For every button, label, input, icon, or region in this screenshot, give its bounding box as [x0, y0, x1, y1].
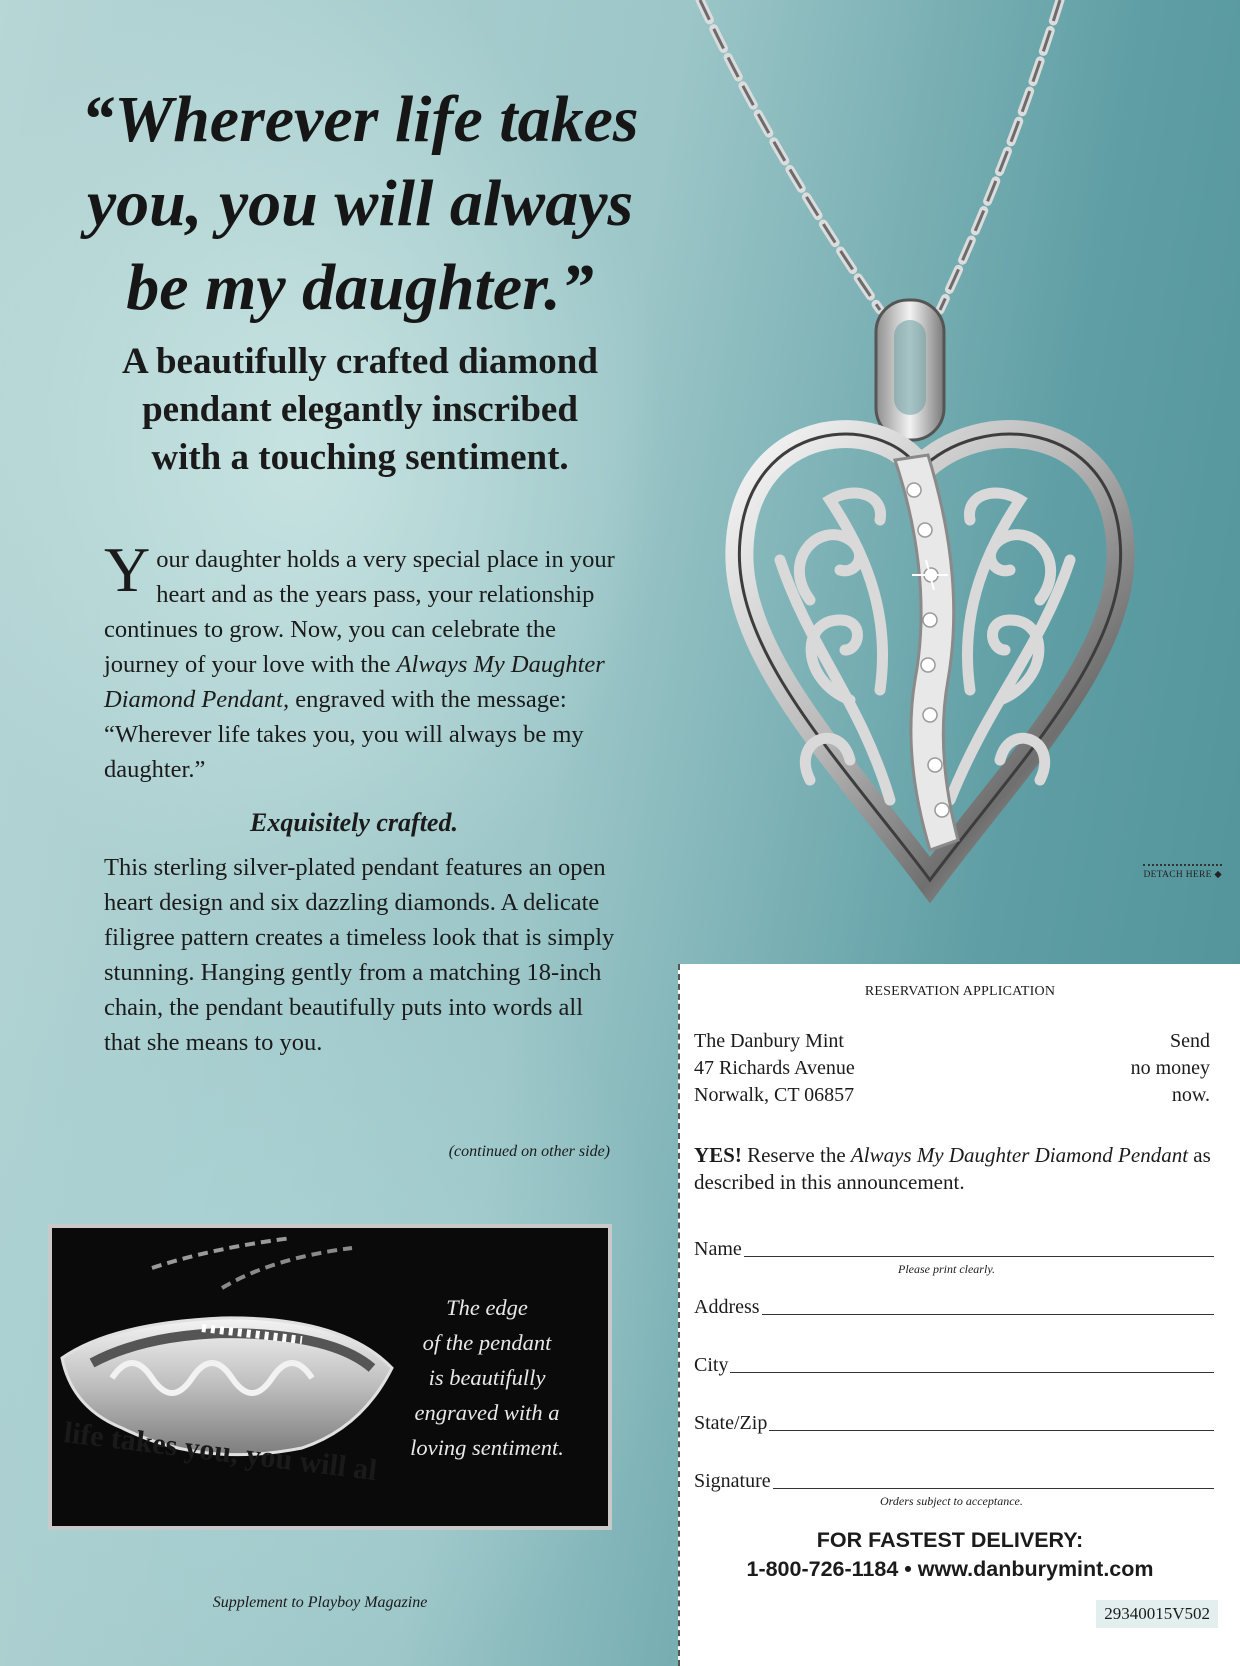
caption-line: is beautifully — [428, 1365, 546, 1390]
caption-line: loving sentiment. — [410, 1435, 564, 1460]
detach-here-label: DETACH HERE ◆ — [1143, 864, 1222, 880]
send-no-money-note — [1131, 1028, 1210, 1109]
body-paragraph-1 — [104, 534, 624, 787]
inset-photo — [48, 1224, 612, 1530]
state-zip-field[interactable] — [694, 1406, 1214, 1434]
product-name: Always My Daughter Diamond Pendant — [850, 1143, 1189, 1167]
drop-cap: Y — [104, 534, 151, 605]
acceptance-hint: Orders subject to acceptance. — [880, 1494, 1023, 1508]
section-heading: Exquisitely crafted. — [250, 808, 458, 837]
contact-info: 1-800-726-1184 • www.danburymint.com — [746, 1557, 1154, 1581]
name-label: Name — [694, 1238, 742, 1260]
headline-line: you, you will always — [86, 167, 634, 240]
inset-caption — [382, 1290, 592, 1465]
statement-text: Reserve the — [741, 1143, 851, 1167]
address-line: 47 Richards Avenue — [694, 1057, 855, 1079]
address-line: The Danbury Mint — [694, 1030, 844, 1052]
caption-line: engraved with a — [414, 1400, 560, 1425]
caption-line: The edge — [446, 1295, 528, 1320]
fastest-delivery — [680, 1526, 1220, 1584]
detach-text: DETACH HERE — [1143, 870, 1212, 880]
coupon-title: RESERVATION APPLICATION — [864, 984, 1056, 999]
subhead-line: A beautifully crafted diamond — [122, 341, 598, 382]
headline-quote — [40, 78, 680, 330]
continued-note: (continued on other side) — [448, 1143, 610, 1160]
print-hint: Please print clearly. — [898, 1262, 995, 1276]
order-code: 29340015V502 — [1096, 1600, 1218, 1628]
fastest-heading: FOR FASTEST DELIVERY: — [816, 1528, 1084, 1552]
caption-line: of the pendant — [422, 1330, 552, 1355]
body-paragraph-2: This sterling silver-plated pendant features an open heart design and six dazzling diamonds. A delicate filigree pattern creates a timeless look that is simply stunning. Hanging gently from a matching 18-inch chain, the pendant beautifully puts into words all that she means to you. — [104, 854, 615, 1056]
address-label: Address — [694, 1296, 760, 1318]
signature-label: Signature — [694, 1470, 771, 1492]
reservation-coupon — [678, 964, 1240, 1666]
name-line[interactable] — [744, 1255, 1214, 1257]
product-name: Always My Daughter Diamond Pendant, — [104, 651, 605, 713]
note-line: no money — [1130, 1057, 1210, 1079]
engraving-text: life takes you, you will al — [61, 1416, 379, 1488]
signature-line[interactable] — [773, 1487, 1214, 1489]
state-zip-line[interactable] — [769, 1429, 1214, 1431]
headline-line: be my daughter.” — [126, 251, 594, 324]
note-line: Send — [1170, 1030, 1210, 1052]
body-text: our daughter holds a very special place in your heart and as the years pass, your relationship continues to grow. Now, you can celebrate the journey of your love with the — [104, 546, 615, 678]
city-line[interactable] — [730, 1371, 1214, 1373]
city-field[interactable] — [694, 1348, 1214, 1376]
yes-word: YES! — [694, 1143, 742, 1167]
state-zip-label: State/Zip — [694, 1412, 768, 1434]
subhead-line: pendant elegantly inscribed — [142, 389, 578, 430]
headline-line: “Wherever life takes — [81, 83, 639, 156]
note-line: now. — [1171, 1084, 1210, 1106]
address-line: Norwalk, CT 06857 — [694, 1084, 855, 1106]
address-field[interactable] — [694, 1290, 1214, 1318]
address-line-input[interactable] — [762, 1313, 1214, 1315]
name-field[interactable] — [694, 1232, 1214, 1260]
heart-pendant-image — [690, 0, 1190, 920]
reservation-statement — [694, 1142, 1214, 1196]
city-label: City — [694, 1354, 729, 1376]
supplement-note: Supplement to Playboy Magazine — [212, 1594, 428, 1611]
body-text: engraved with the message: “Wherever life takes you, you will always be my daughter.” — [104, 686, 584, 783]
subheadline — [90, 338, 630, 482]
subhead-line: with a touching sentiment. — [151, 437, 569, 478]
signature-field[interactable] — [694, 1464, 1214, 1492]
statement-text: as described in this announcement. — [694, 1143, 1211, 1194]
mailing-address — [694, 1028, 855, 1109]
